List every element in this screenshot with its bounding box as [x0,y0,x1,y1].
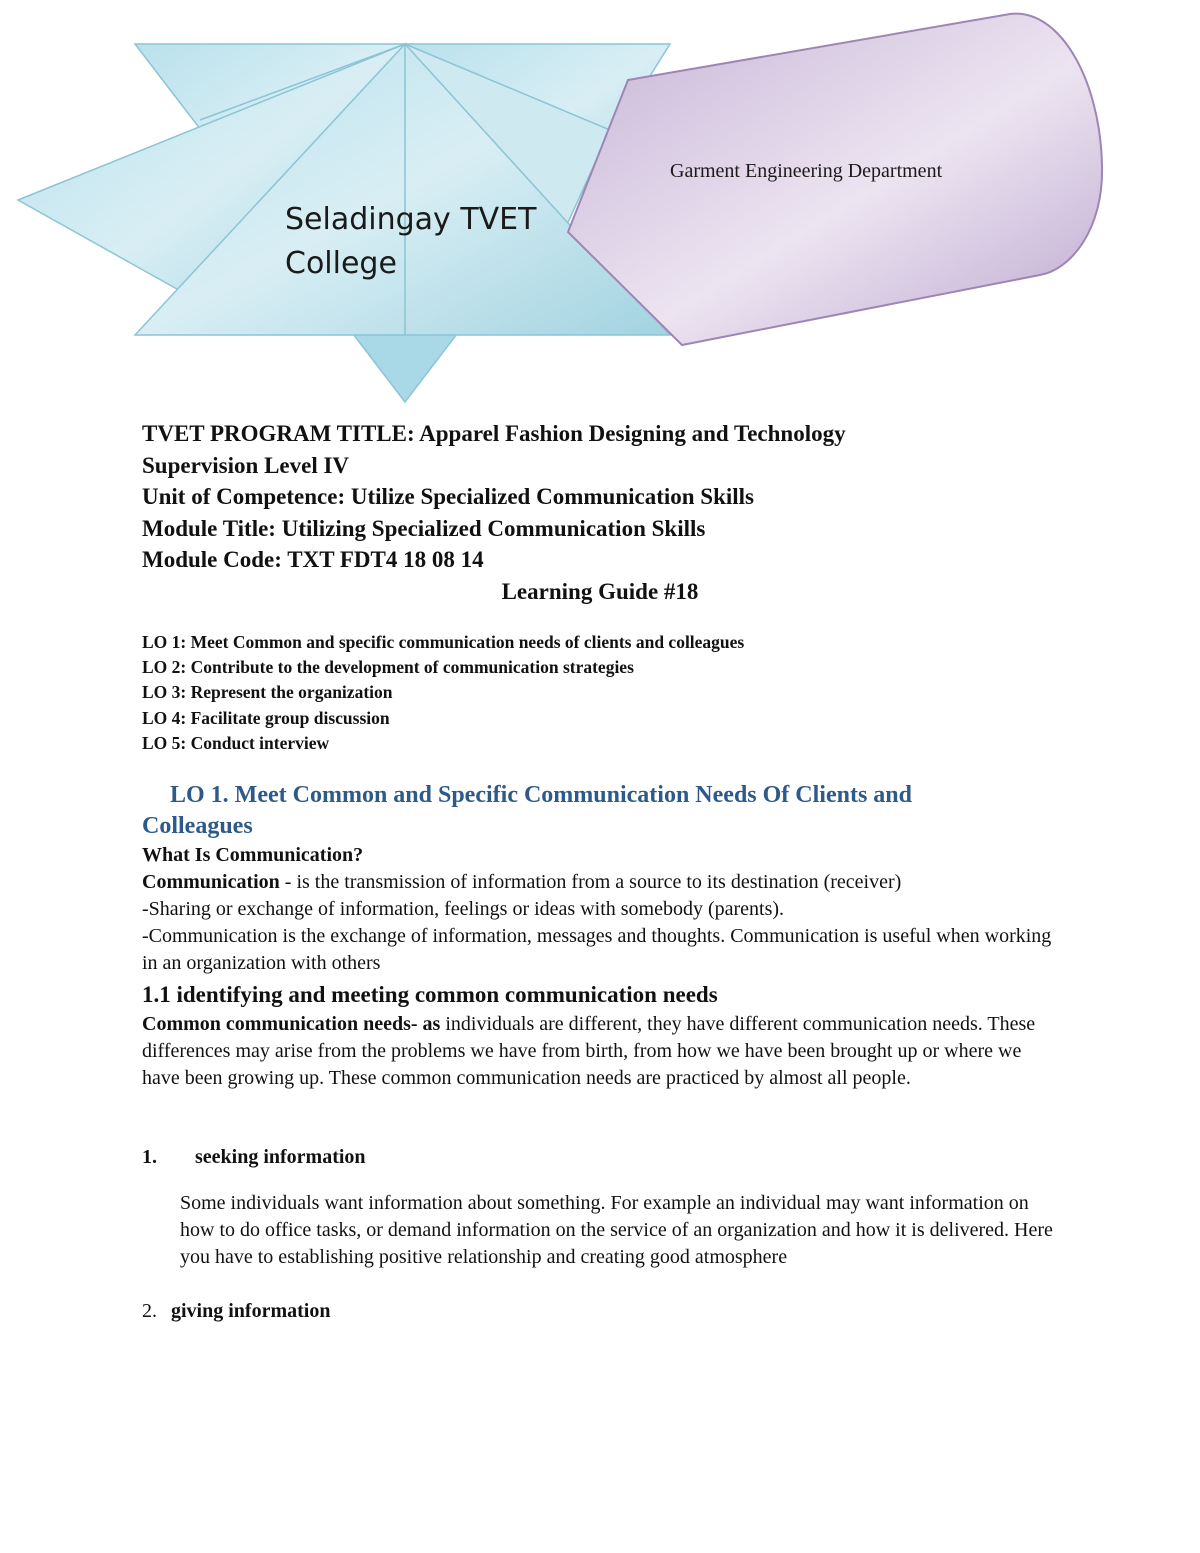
subsection-heading: 1.1 identifying and meeting common communication needs [142,982,718,1007]
item-body-text: Some individuals want information about something. For example an individual may want information on how to do office tasks, or demand information on the service of an organization and how it is delivered. Here you have to establishing positive relationship and creating good atmosphere [180,1192,1053,1268]
module-code: Module Code: TXT FDT4 18 08 14 [142,547,484,572]
list-item: LO 4: Facilitate group discussion [142,707,390,728]
question-heading: What Is Communication? [142,844,364,866]
program-info [142,418,1042,607]
list-item: LO 1: Meet Common and specific communication needs of clients and colleagues [142,632,745,652]
list-item: LO 3: Represent the organization [142,682,393,703]
paragraph-line: -Communication is the exchange of information, messages and thoughts. Communication is useful when working in an organization with others [142,925,1052,974]
needs-paragraph: Common communication needs- as individuals are different, they have different communication needs. These differences may arise from the problems we have from birth, from how we have been brought up or where we have been growing up. These common communication needs are practiced by almost all people. [142,1013,1036,1089]
learning-guide-number: Learning Guide #18 [501,578,699,604]
program-title-line2: Supervision Level IV [142,452,350,478]
module-title: Module Title: Utilizing Specialized Communication Skills [142,515,706,541]
definition-term: Communication [142,871,280,893]
needs-term: Common communication needs- as [142,1013,441,1035]
program-title-line1: TVET PROGRAM TITLE: Apparel Fashion Designing and Technology [142,421,846,446]
section-heading: LO 1. Meet Common and Specific Communication Needs Of Clients and Colleagues [142,782,912,839]
paragraph-line: -Sharing or exchange of information, feelings or ideas with somebody (parents). [142,898,785,920]
unit-of-competence: Unit of Competence: Utilize Specialized Communication Skills [142,484,755,509]
definition-paragraph: Communication - is the transmission of information from a source to its destination (receiver) [142,871,902,893]
list-item: LO 2: Contribute to the development of communication strategies [142,657,634,678]
header-banner [0,0,1200,420]
learning-outcomes-list [142,630,744,756]
list-item: 1. seeking information [142,1146,366,1168]
college-name: Seladingay TVET College [285,202,537,281]
list-item: LO 5: Conduct interview [142,732,330,753]
department-name: Garment Engineering Department [670,160,943,182]
lo1-section [142,780,1062,1092]
list-item: 2. giving information [142,1300,331,1322]
